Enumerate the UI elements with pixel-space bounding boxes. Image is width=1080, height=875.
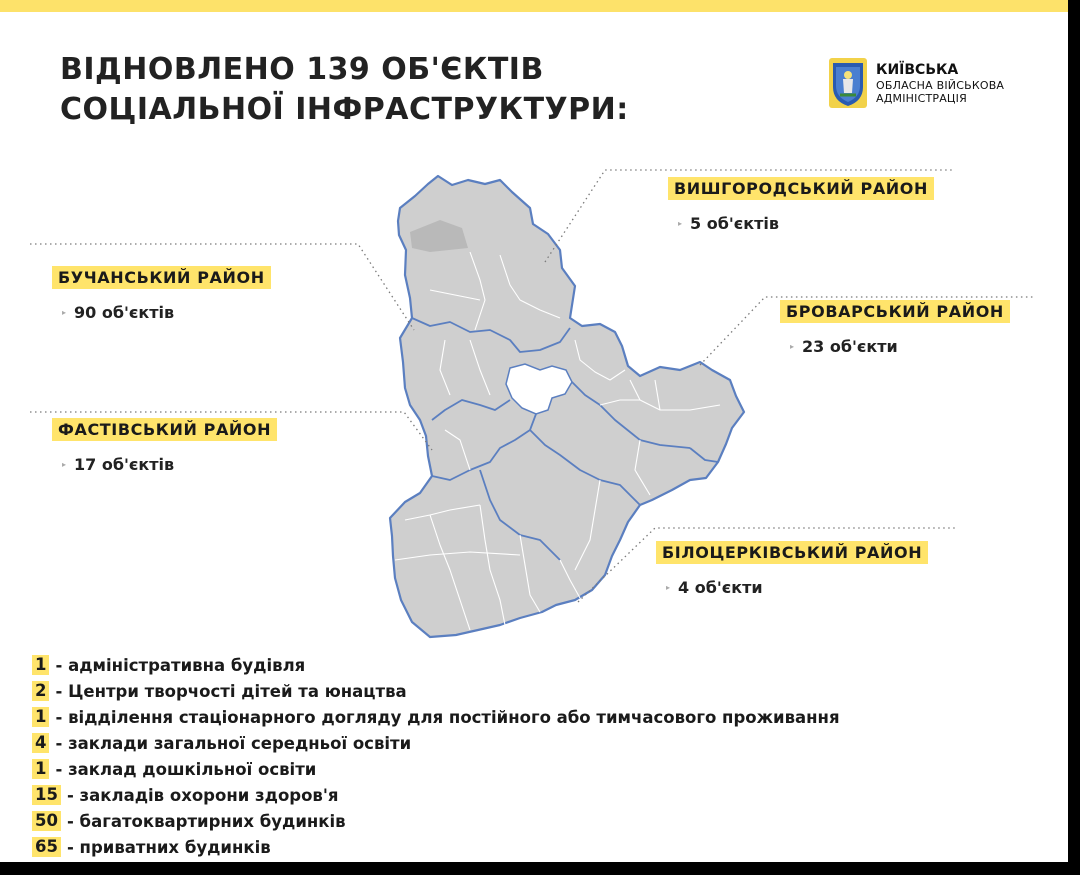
legend-text: - адміністративна будівля <box>55 655 306 675</box>
legend-count: 4 <box>32 733 49 753</box>
district-count: 5 об'єктів <box>690 214 780 233</box>
logo-line-2: ОБЛАСНА ВІЙСЬКОВА <box>876 79 1005 92</box>
legend-count: 1 <box>32 759 49 779</box>
legend-item <box>32 730 840 756</box>
legend-item <box>32 756 840 782</box>
legend-item <box>32 704 840 730</box>
district-count-row <box>656 578 928 597</box>
legend-item <box>32 678 840 704</box>
legend-item <box>32 808 840 834</box>
triangle-bullet-icon: ▸ <box>678 219 683 228</box>
title-line-2: СОЦІАЛЬНОЇ ІНФРАСТРУКТУРИ: <box>60 92 629 127</box>
legend-count: 65 <box>32 837 61 857</box>
legend-count: 15 <box>32 785 61 805</box>
legend-text: - багатоквартирних будинків <box>66 811 346 831</box>
triangle-bullet-icon: ▸ <box>790 342 795 351</box>
district-vyshhorod <box>668 177 934 233</box>
triangle-bullet-icon: ▸ <box>62 460 67 469</box>
district-count-row <box>52 455 277 474</box>
legend-count: 1 <box>32 655 49 675</box>
district-count: 90 об'єктів <box>74 303 175 322</box>
district-count-row <box>52 303 271 322</box>
legend-item <box>32 782 840 808</box>
district-count: 4 об'єкти <box>678 578 763 597</box>
legend-text: - Центри творчості дітей та юнацтва <box>55 681 407 701</box>
objects-legend <box>32 652 840 860</box>
legend-text: - закладів охорони здоров'я <box>66 785 339 805</box>
legend-text: - приватних будинків <box>66 837 271 857</box>
district-fastiv <box>52 418 277 474</box>
legend-text: - заклади загальної середньої освіти <box>55 733 412 753</box>
district-name: БРОВАРСЬКИЙ РАЙОН <box>780 300 1010 323</box>
district-count-row <box>780 337 1010 356</box>
district-count: 17 об'єктів <box>74 455 175 474</box>
district-bila-tserkva <box>656 541 928 597</box>
district-count: 23 об'єкти <box>802 337 898 356</box>
district-brovary <box>780 300 1010 356</box>
title-line-1: ВІДНОВЛЕНО 139 ОБ'ЄКТІВ <box>60 52 544 87</box>
logo-line-1: КИЇВСЬКА <box>876 62 959 78</box>
legend-text: - відділення стаціонарного догляду для постійного або тимчасового проживання <box>55 707 840 727</box>
triangle-bullet-icon: ▸ <box>62 308 67 317</box>
legend-count: 2 <box>32 681 49 701</box>
legend-item <box>32 834 840 860</box>
legend-item <box>32 652 840 678</box>
district-name: ФАСТІВСЬКИЙ РАЙОН <box>52 418 277 441</box>
legend-text: - заклад дошкільної освіти <box>55 759 317 779</box>
district-name: БУЧАНСЬКИЙ РАЙОН <box>52 266 271 289</box>
legend-count: 50 <box>32 811 61 831</box>
district-bucha <box>52 266 271 322</box>
district-name: БІЛОЦЕРКІВСЬКИЙ РАЙОН <box>656 541 928 564</box>
district-name: ВИШГОРОДСЬКИЙ РАЙОН <box>668 177 934 200</box>
district-count-row <box>668 214 934 233</box>
triangle-bullet-icon: ▸ <box>666 583 671 592</box>
logo-line-3: АДМІНІСТРАЦІЯ <box>876 92 967 105</box>
legend-count: 1 <box>32 707 49 727</box>
